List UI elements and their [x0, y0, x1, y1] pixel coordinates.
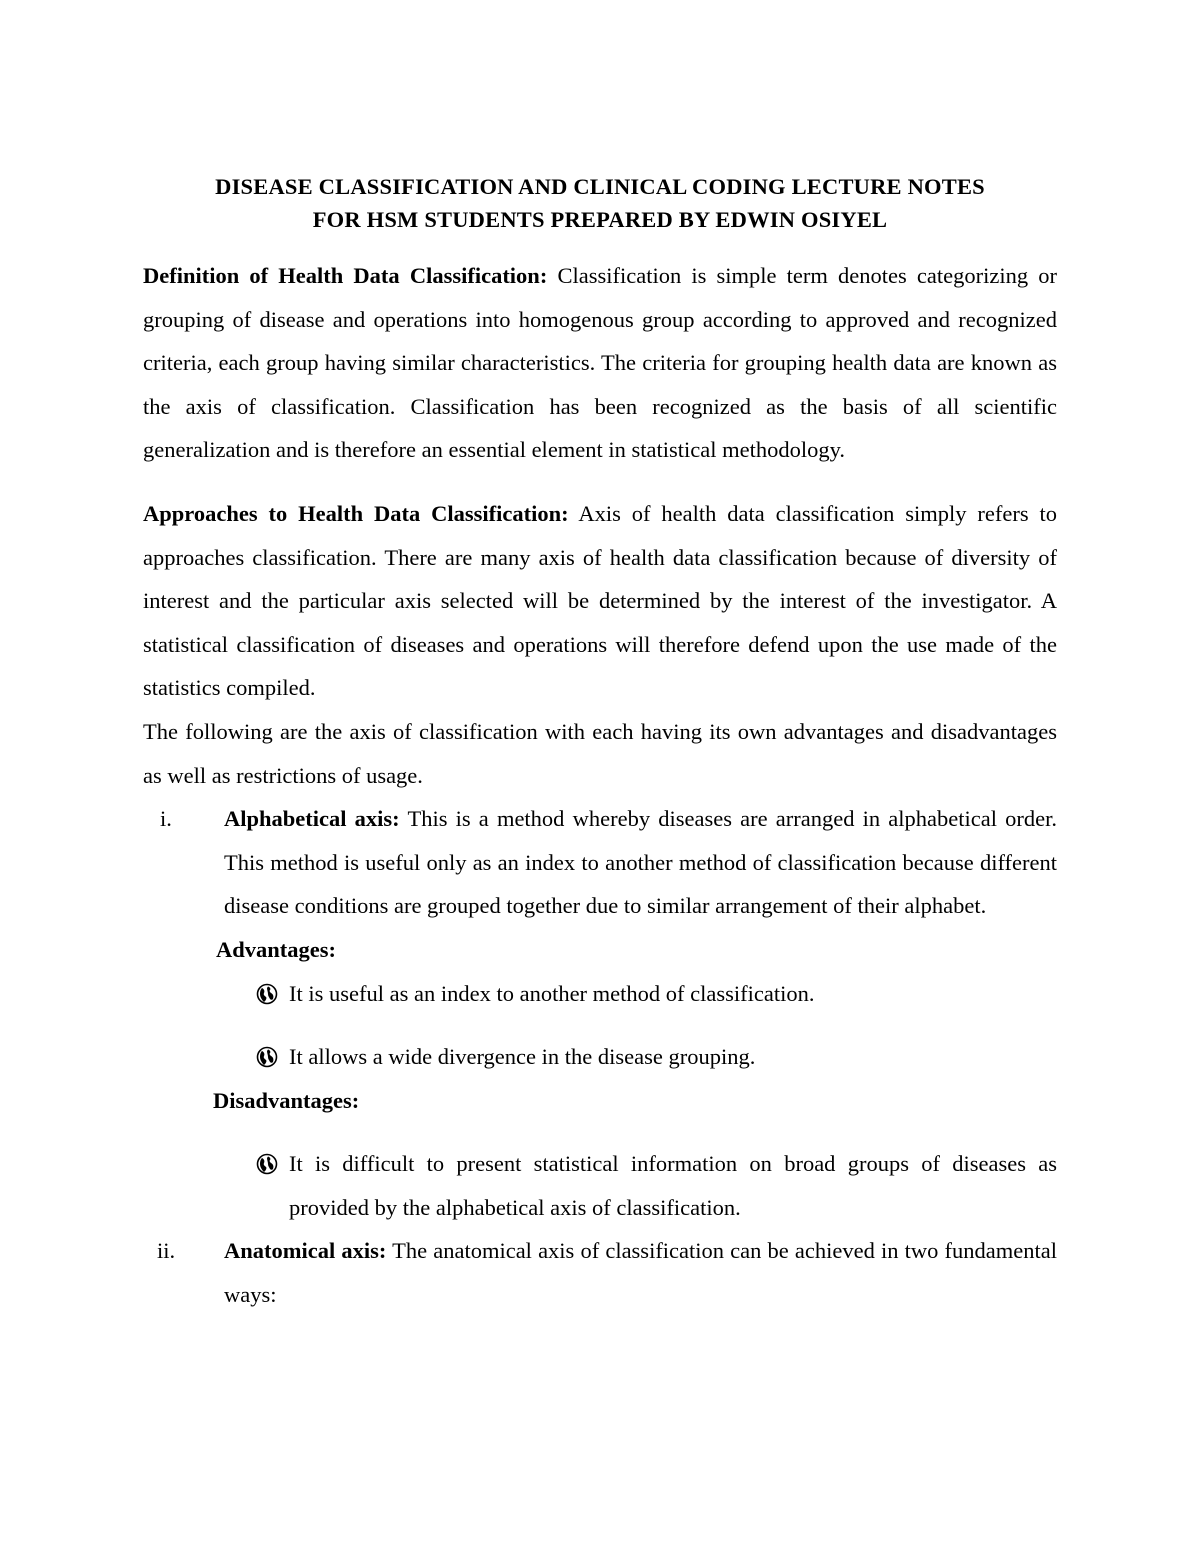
advantages-heading: Advantages: [216, 936, 337, 962]
axis-text: This is a method whereby diseases are arranged in alphabetical order. This method is useful only as an index to another method of classification because different disease conditions are grouped together due to similar arrangement of their alphabet. [224, 806, 1057, 919]
axis-text: The anatomical axis of classification can be achieved in two fundamental ways: [224, 1238, 1057, 1308]
axis-heading: Alphabetical axis: [224, 806, 400, 832]
document-title [143, 170, 1057, 236]
definition-heading: Definition of Health Data Classification: [143, 263, 548, 288]
disadvantage-text: It is difficult to present statistical information on broad groups of diseases as provided by the alphabetical axis of classification. [289, 1151, 1057, 1220]
approaches-paragraph [143, 492, 1057, 710]
disadvantages-heading: Disadvantages: [213, 1087, 360, 1113]
document-content [143, 170, 1057, 1317]
axis-number: ii. [157, 1238, 176, 1264]
advantage-text: It allows a wide divergence in the disease grouping. [289, 1044, 756, 1070]
globe-icon [256, 983, 278, 1005]
title-line-2: FOR HSM STUDENTS PREPARED BY EDWIN OSIYEL [312, 207, 888, 232]
globe-icon [256, 1046, 278, 1068]
axis-item-alphabetical [143, 797, 1057, 928]
definition-paragraph [143, 254, 1057, 472]
disadvantage-item [143, 1142, 1057, 1229]
axis-item-anatomical [143, 1229, 1057, 1316]
globe-icon [256, 1153, 278, 1175]
axis-number: i. [160, 806, 172, 832]
advantage-item [143, 972, 1057, 1016]
approaches-text: Axis of health data classification simply refers to approaches classification. There are many axis of health data classification because of diversity of interest and the particular axis selected will be determined by the interest of the investigator. A statistical classification of diseases and operations will therefore defend upon the use made of the statistics compiled. [143, 500, 1057, 701]
approaches-heading: Approaches to Health Data Classification: [143, 500, 569, 526]
advantage-item [143, 1035, 1057, 1079]
definition-text: Classification is simple term denotes categorizing or grouping of disease and operations into homogenous group according to approved and recognized criteria, each group having similar characteristics. The criteria for grouping health data are known as the axis of classification. Classification has been recognized as the basis of all scientific generalization and is therefore an essential element in statistical methodology. [143, 263, 1057, 463]
following-paragraph: The following are the axis of classification with each having its own advantages and disadvantages as well as restrictions of usage. [143, 718, 1057, 788]
axis-heading: Anatomical axis: [224, 1238, 387, 1264]
title-line-1: DISEASE CLASSIFICATION AND CLINICAL CODING LECTURE NOTES [215, 174, 985, 199]
advantage-text: It is useful as an index to another method of classification. [289, 980, 815, 1006]
